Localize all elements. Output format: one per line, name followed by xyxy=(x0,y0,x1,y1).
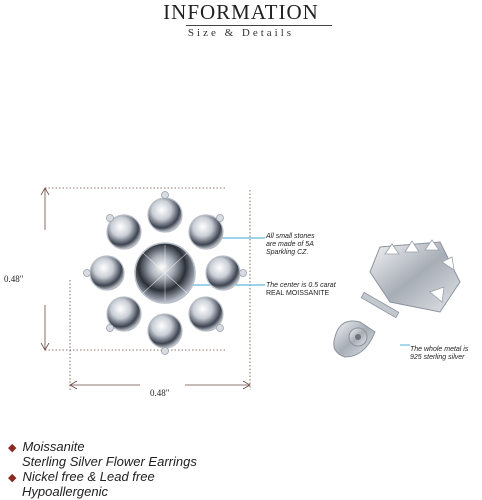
center-stone-callout: The center is 0.5 carat REAL MOISSANITE xyxy=(266,282,336,297)
metal-callout: The whole metal is 925 sterling silver xyxy=(410,346,469,361)
diamond-bullet-icon: ◆ xyxy=(8,472,17,484)
diamond-bullet-icon: ◆ xyxy=(8,442,17,454)
feature-item: ◆ Moissanite Sterling Silver Flower Earrings xyxy=(8,439,197,469)
small-stones-callout: All small stones are made of 5A Sparkling CZ. xyxy=(266,233,315,256)
feature-item: ◆ Nickel free & Lead free Hypoallergenic xyxy=(8,469,155,499)
page-title: INFORMATION xyxy=(163,0,319,24)
earring-side-image xyxy=(320,232,470,382)
earring-front-image xyxy=(80,185,250,360)
height-dimension-label: 0.48" xyxy=(4,274,24,284)
page-subtitle: Size & Details xyxy=(187,27,295,39)
width-dimension-label: 0.48" xyxy=(150,388,170,398)
